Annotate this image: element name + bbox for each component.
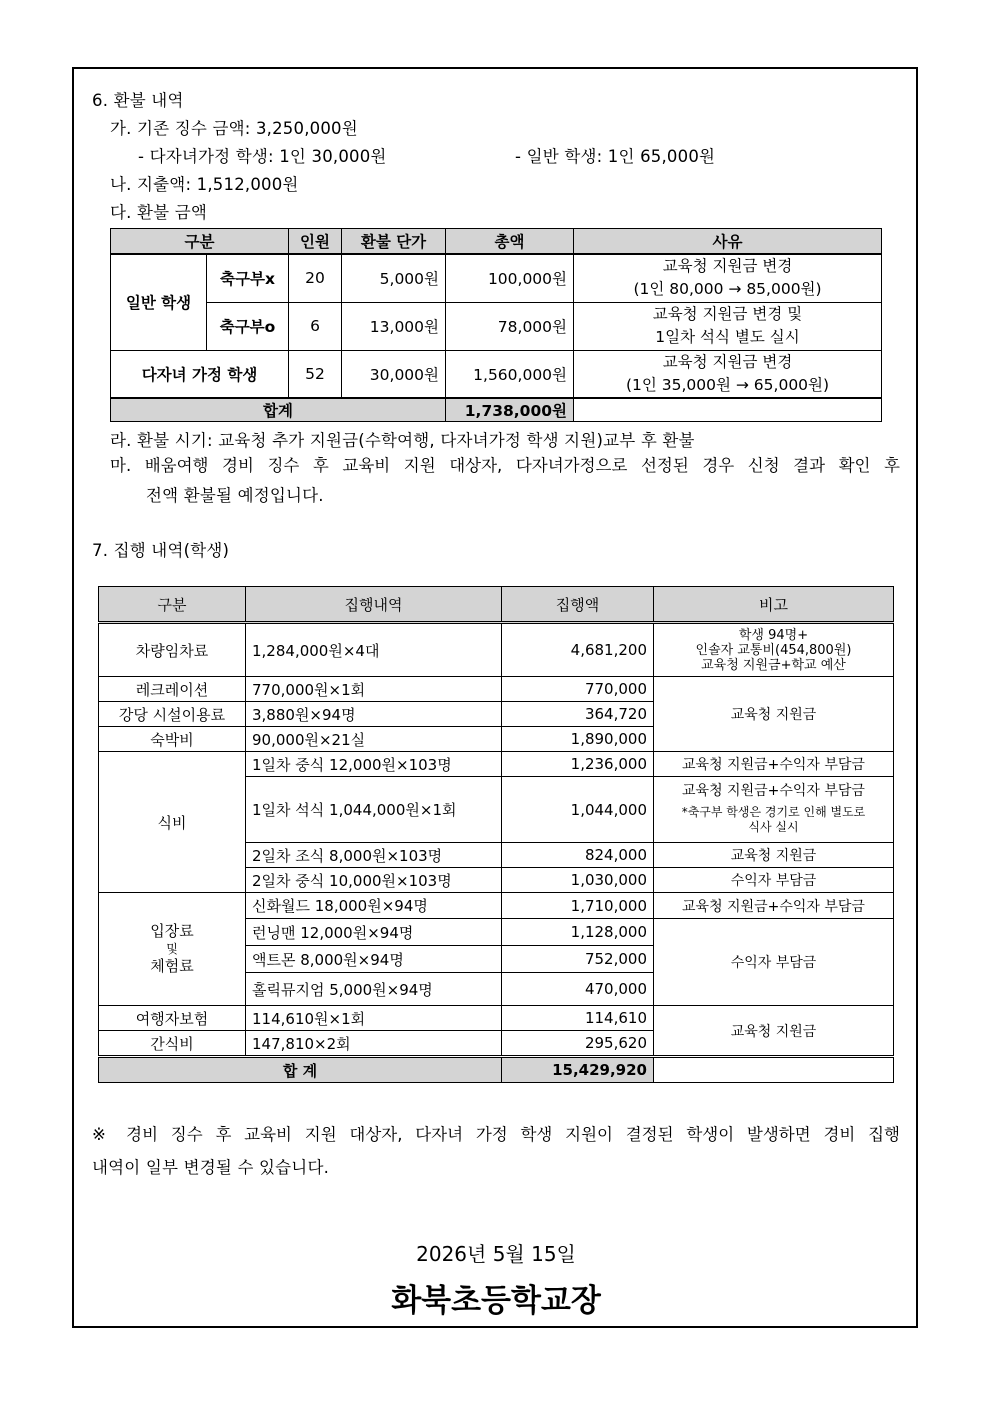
total: 1,560,000원 [446, 350, 574, 398]
sum-label: 합계 [111, 398, 446, 422]
amount: 1,890,000 [502, 727, 654, 752]
amount: 470,000 [502, 973, 654, 1006]
header-category: 구분 [111, 229, 289, 255]
sum-blank [574, 398, 882, 422]
reason: 교육청 지원금 변경 및 1일차 석식 별도 실시 [574, 302, 882, 350]
table-row [111, 254, 882, 302]
category: 숙박비 [99, 727, 246, 752]
note: 수익자 부담금 [654, 868, 894, 893]
category: 간식비 [99, 1031, 246, 1057]
amount: 824,000 [502, 843, 654, 868]
header-amount: 집행액 [502, 587, 654, 623]
amount: 1,236,000 [502, 752, 654, 777]
note: 수익자 부담금 [654, 919, 894, 1006]
detail: 147,810×2회 [246, 1031, 502, 1057]
detail: 1일차 석식 1,044,000원×1회 [246, 777, 502, 843]
amount: 1,128,000 [502, 919, 654, 946]
note: 학생 94명+ 인솔자 교통비(454,800원) 교육청 지원금+학교 예산 [654, 623, 894, 677]
detail: 1일차 중식 12,000원×103명 [246, 752, 502, 777]
refund-table [110, 228, 882, 422]
section6-item-e-line1: 마. 배움여행 경비 징수 후 교육비 지원 대상자, 다자녀가정으로 선정된 경우 신청 결과 확인 후 [110, 456, 900, 475]
notice-line1: ※ 경비 징수 후 교육비 지원 대상자, 다자녀 가정 학생 지원이 결정된 학생이 발생하면 경비 집행 [92, 1125, 900, 1144]
category: 차량임차료 [99, 623, 246, 677]
detail: 런닝맨 12,000원×94명 [246, 919, 502, 946]
category: 강당 시설이용료 [99, 702, 246, 727]
table-row [111, 350, 882, 398]
amount: 1,030,000 [502, 868, 654, 893]
table-row [99, 623, 894, 677]
exec-sum-row [99, 1057, 894, 1083]
header-reason: 사유 [574, 229, 882, 255]
detail: 2일차 조식 8,000원×103명 [246, 843, 502, 868]
header-unit: 환불 단가 [342, 229, 446, 255]
detail: 신화월드 18,000원×94명 [246, 893, 502, 919]
sum-amount: 15,429,920 [502, 1057, 654, 1083]
detail: 770,000원×1회 [246, 677, 502, 702]
sum-label: 합 계 [99, 1057, 502, 1083]
exec-table-header [99, 587, 894, 623]
section6-item-d: 라. 환불 시기: 교육청 추가 지원금(수학여행, 다자녀가정 학생 지원)교부 후 환불 [110, 431, 695, 450]
section6-item-a: 가. 기존 징수 금액: 3,250,000원 [110, 119, 358, 138]
note: 교육청 지원금+수익자 부담금 [654, 752, 894, 777]
reason: 교육청 지원금 변경 (1인 35,000원 → 65,000원) [574, 350, 882, 398]
section6-item-b: 나. 지출액: 1,512,000원 [110, 175, 299, 194]
table-row [99, 752, 894, 777]
detail: 홀릭뮤지엄 5,000원×94명 [246, 973, 502, 1006]
section6-item-e-line2: 전액 환불될 예정입니다. [146, 486, 324, 505]
detail: 90,000원×21실 [246, 727, 502, 752]
note: 교육청 지원금 [654, 677, 894, 752]
table-row [99, 1006, 894, 1031]
amount: 752,000 [502, 946, 654, 973]
note: 교육청 지원금 [654, 1006, 894, 1057]
detail: 액트몬 8,000원×94명 [246, 946, 502, 973]
header-category: 구분 [99, 587, 246, 623]
amount: 1,044,000 [502, 777, 654, 843]
execution-table [98, 586, 894, 1083]
sum-blank [654, 1057, 894, 1083]
amount: 1,710,000 [502, 893, 654, 919]
section7-title: 7. 집행 내역(학생) [92, 541, 230, 560]
count: 6 [289, 302, 342, 350]
total: 78,000원 [446, 302, 574, 350]
note: 교육청 지원금+수익자 부담금 *축구부 학생은 경기로 인해 별도로 식사 실시 [654, 777, 894, 843]
group-general: 일반 학생 [111, 254, 207, 350]
detail: 2일차 중식 10,000원×103명 [246, 868, 502, 893]
amount: 770,000 [502, 677, 654, 702]
detail: 114,610원×1회 [246, 1006, 502, 1031]
note: 교육청 지원금+수익자 부담금 [654, 893, 894, 919]
table-row [111, 302, 882, 350]
table-row [99, 677, 894, 702]
document-date: 2026년 5월 15일 [416, 1242, 576, 1266]
header-count: 인원 [289, 229, 342, 255]
category: 입장료 및 체험료 [99, 893, 246, 1006]
category: 식비 [99, 752, 246, 893]
section6-item-a-sub1: - 다자녀가정 학생: 1인 30,000원 [138, 147, 387, 166]
amount: 295,620 [502, 1031, 654, 1057]
sum-total: 1,738,000원 [446, 398, 574, 422]
header-total: 총액 [446, 229, 574, 255]
sub-category: 축구부o [207, 302, 289, 350]
count: 52 [289, 350, 342, 398]
section6-item-a-sub2: - 일반 학생: 1인 65,000원 [515, 147, 716, 166]
amount: 114,610 [502, 1006, 654, 1031]
note: 교육청 지원금 [654, 843, 894, 868]
unit-price: 30,000원 [342, 350, 446, 398]
amount: 364,720 [502, 702, 654, 727]
table-row [99, 893, 894, 919]
reason: 교육청 지원금 변경 (1인 80,000 → 85,000원) [574, 254, 882, 302]
unit-price: 13,000원 [342, 302, 446, 350]
group-multichild: 다자녀 가정 학생 [111, 350, 289, 398]
amount: 4,681,200 [502, 623, 654, 677]
detail: 1,284,000원×4대 [246, 623, 502, 677]
refund-table-header [111, 229, 882, 255]
section6-item-c: 다. 환불 금액 [110, 203, 208, 222]
notice-line2: 내역이 일부 변경될 수 있습니다. [92, 1158, 330, 1177]
category: 레크레이션 [99, 677, 246, 702]
header-detail: 집행내역 [246, 587, 502, 623]
refund-sum-row [111, 398, 882, 422]
section6-title: 6. 환불 내역 [92, 91, 184, 110]
header-note: 비고 [654, 587, 894, 623]
category: 여행자보험 [99, 1006, 246, 1031]
count: 20 [289, 254, 342, 302]
total: 100,000원 [446, 254, 574, 302]
sub-category: 축구부x [207, 254, 289, 302]
signature: 화북초등학교장 [391, 1283, 601, 1319]
detail: 3,880원×94명 [246, 702, 502, 727]
unit-price: 5,000원 [342, 254, 446, 302]
